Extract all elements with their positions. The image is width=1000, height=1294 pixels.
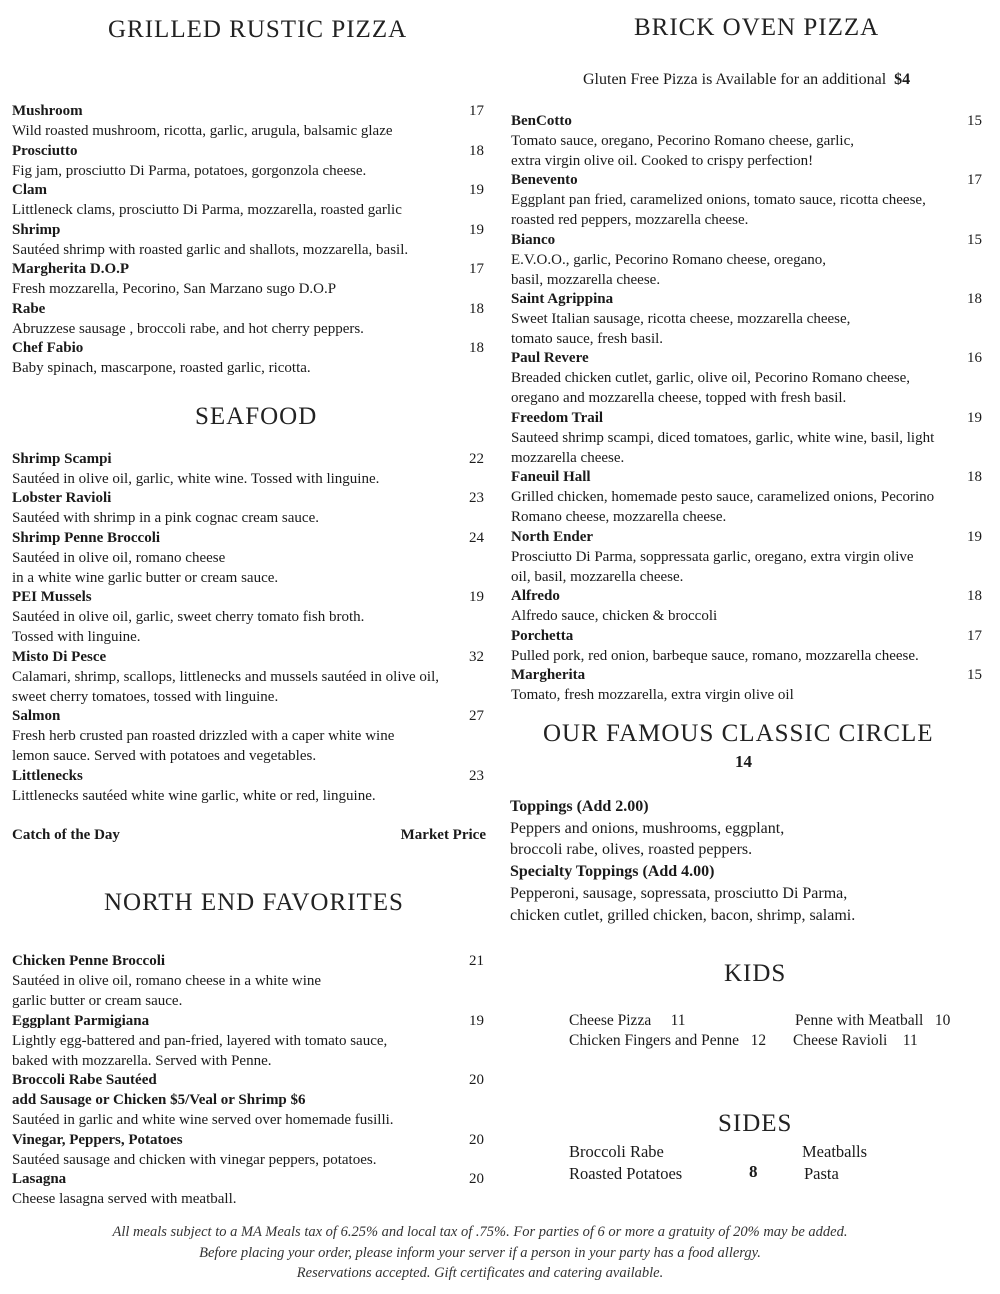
menu-item — [511, 409, 982, 468]
item-price: 18 — [469, 340, 484, 356]
menu-item — [511, 468, 982, 527]
item-price: 19 — [469, 182, 484, 198]
item-name: Clam — [12, 182, 47, 198]
item-desc: Alfredo sauce, chicken & broccoli — [511, 607, 718, 624]
item-desc: in a white wine garlic butter or cream sauce. — [12, 569, 279, 586]
item-name: Porchetta — [511, 628, 574, 644]
kids-item — [569, 1012, 686, 1030]
kids-item-price: 11 — [670, 1012, 686, 1029]
kids-item — [795, 1012, 950, 1030]
item-name: Alfredo — [511, 588, 560, 604]
item-name: Eggplant Parmigiana — [12, 1013, 150, 1029]
item-desc: oregano and mozzarella cheese, topped with fresh basil. — [511, 389, 847, 406]
item-desc: Breaded chicken cutlet, garlic, olive oil, Pecorino Romano cheese, — [511, 369, 911, 386]
menu-item — [511, 528, 982, 587]
sides-price: 8 — [749, 1162, 758, 1181]
item-price: 32 — [469, 649, 484, 665]
menu-item — [12, 1071, 484, 1130]
item-desc: Fresh mozzarella, Pecorino, San Marzano sugo D.O.P — [12, 280, 337, 297]
item-name: Shrimp Penne Broccoli — [12, 530, 161, 546]
item-desc: basil, mozzarella cheese. — [511, 271, 661, 288]
item-name: Saint Agrippina — [511, 291, 614, 307]
specialty-toppings-text: chicken cutlet, grilled chicken, bacon, shrimp, salami. — [510, 906, 856, 924]
item-price: 27 — [469, 708, 484, 724]
menu-item — [511, 587, 982, 627]
item-desc: Sautéed sausage and chicken with vinegar peppers, potatoes. — [12, 1151, 377, 1168]
item-desc: baked with mozzarella. Served with Penne. — [12, 1052, 272, 1069]
item-price: Market Price — [400, 827, 486, 843]
item-desc: oil, basil, mozzarella cheese. — [511, 568, 684, 585]
footer-allergy-note: Before placing your order, please inform your server if a person in your party has a food allergy. — [199, 1244, 761, 1261]
item-name: Bianco — [511, 232, 556, 248]
item-name: Chicken Penne Broccoli — [12, 953, 166, 969]
item-name: Margherita — [511, 667, 586, 683]
kids-item-name: Cheese Ravioli — [793, 1032, 888, 1049]
item-desc: extra virgin olive oil. Cooked to crispy perfection! — [511, 152, 814, 169]
item-name: Lobster Ravioli — [12, 490, 112, 506]
kids-item-name: Cheese Pizza — [569, 1012, 652, 1029]
gluten-free-price: $4 — [894, 71, 911, 88]
item-name: Broccoli Rabe Sautéed — [12, 1072, 157, 1088]
item-desc: Sautéed shrimp with roasted garlic and shallots, mozzarella, basil. — [12, 241, 409, 258]
item-desc: Tomato sauce, oregano, Pecorino Romano cheese, garlic, — [511, 132, 854, 149]
item-name: Prosciutto — [12, 143, 78, 159]
menu-item — [12, 952, 484, 1011]
item-name: Vinegar, Peppers, Potatoes — [12, 1132, 183, 1148]
menu-item — [12, 142, 484, 182]
item-desc: Fig jam, prosciutto Di Parma, potatoes, gorgonzola cheese. — [12, 162, 367, 179]
item-desc: Calamari, shrimp, scallops, littlenecks and mussels sautéed in olive oil, — [12, 668, 440, 685]
north-end-heading: NORTH END FAVORITES — [104, 889, 404, 916]
catch-of-the-day — [12, 826, 486, 846]
item-desc: Wild roasted mushroom, ricotta, garlic, arugula, balsamic glaze — [12, 122, 393, 139]
kids-item-price: 12 — [750, 1032, 767, 1049]
kids-item-name: Penne with Meatball — [795, 1012, 924, 1029]
item-addon: add Sausage or Chicken $5/Veal or Shrimp $6 — [12, 1091, 306, 1108]
menu-item — [12, 221, 484, 261]
item-price: 20 — [469, 1072, 484, 1088]
item-name: Mushroom — [12, 103, 83, 119]
item-price: 19 — [967, 529, 982, 545]
item-price: 18 — [469, 143, 484, 159]
item-desc: Eggplant pan fried, caramelized onions, tomato sauce, ricotta cheese, — [511, 191, 926, 208]
item-desc: Sautéed with shrimp in a pink cognac cream sauce. — [12, 509, 319, 526]
side-item: Broccoli Rabe — [569, 1142, 664, 1161]
item-price: 15 — [967, 667, 982, 683]
kids-item — [793, 1032, 918, 1050]
classic-heading: OUR FAMOUS CLASSIC CIRCLE — [543, 720, 934, 747]
item-price: 20 — [469, 1132, 484, 1148]
item-desc: Sautéed in olive oil, romano cheese — [12, 549, 226, 566]
item-price: 23 — [469, 768, 484, 784]
item-name: Shrimp — [12, 222, 61, 238]
footer-notes — [0, 1222, 960, 1284]
item-name: PEI Mussels — [12, 589, 92, 605]
menu-item — [12, 181, 484, 221]
item-name: North Ender — [511, 529, 594, 545]
item-name: BenCotto — [511, 113, 572, 129]
kids-item-price: 10 — [934, 1012, 951, 1029]
item-name: Catch of the Day — [12, 827, 120, 843]
item-price: 15 — [967, 113, 982, 129]
item-price: 24 — [469, 530, 484, 546]
item-desc: Romano cheese, mozzarella cheese. — [511, 508, 727, 525]
item-desc: E.V.O.O., garlic, Pecorino Romano cheese, oregano, — [511, 251, 827, 268]
sides-heading: SIDES — [718, 1110, 793, 1137]
side-item: Pasta — [804, 1164, 839, 1183]
item-price: 19 — [469, 1013, 484, 1029]
kids-heading: KIDS — [724, 960, 787, 987]
specialty-toppings-label: Specialty Toppings (Add 4.00) — [510, 863, 715, 881]
item-desc: Grilled chicken, homemade pesto sauce, caramelized onions, Pecorino — [511, 488, 935, 505]
item-desc: Littlenecks sautéed white wine garlic, white or red, linguine. — [12, 787, 376, 804]
item-name: Benevento — [511, 172, 578, 188]
item-price: 15 — [967, 232, 982, 248]
menu-item — [12, 102, 484, 142]
menu-item — [12, 450, 484, 490]
gluten-free-text: Gluten Free Pizza is Available for an additional — [583, 71, 887, 88]
item-price: 17 — [967, 628, 982, 644]
item-price: 19 — [967, 410, 982, 426]
item-price: 21 — [469, 953, 484, 969]
item-desc: roasted red peppers, mozzarella cheese. — [511, 211, 749, 228]
item-desc: Sauteed shrimp scampi, diced tomatoes, garlic, white wine, basil, light — [511, 429, 935, 446]
item-name: Misto Di Pesce — [12, 649, 107, 665]
menu-item — [12, 588, 484, 647]
menu-item — [12, 648, 484, 707]
item-price: 20 — [469, 1171, 484, 1187]
menu-item — [12, 339, 484, 379]
menu-item — [12, 707, 484, 766]
item-name: Shrimp Scampi — [12, 451, 112, 467]
menu-item — [12, 767, 484, 807]
item-desc: lemon sauce. Served with potatoes and vegetables. — [12, 747, 317, 764]
item-name: Margherita D.O.P — [12, 261, 130, 277]
specialty-toppings-text: Pepperoni, sausage, sopressata, prosciutto Di Parma, — [510, 884, 848, 902]
item-price: 18 — [967, 469, 982, 485]
item-price: 18 — [967, 291, 982, 307]
item-price: 22 — [469, 451, 484, 467]
item-name: Salmon — [12, 708, 61, 724]
side-item: Meatballs — [802, 1142, 868, 1161]
grilled-heading: GRILLED RUSTIC PIZZA — [108, 16, 408, 43]
item-desc: mozzarella cheese. — [511, 449, 625, 466]
item-name: Lasagna — [12, 1171, 67, 1187]
item-desc: Sweet Italian sausage, ricotta cheese, mozzarella cheese, — [511, 310, 851, 327]
menu-item — [12, 529, 484, 588]
kids-item-price: 11 — [902, 1032, 918, 1049]
classic-price: 14 — [735, 752, 752, 771]
item-desc: Cheese lasagna served with meatball. — [12, 1190, 237, 1207]
side-item: Roasted Potatoes — [569, 1164, 683, 1183]
item-price: 17 — [469, 261, 484, 277]
seafood-heading: SEAFOOD — [195, 403, 318, 430]
item-desc: Pulled pork, red onion, barbeque sauce, romano, mozzarella cheese. — [511, 647, 919, 664]
menu-item — [12, 1131, 484, 1171]
footer-reservations-note: Reservations accepted. Gift certificates and catering available. — [296, 1265, 664, 1281]
item-desc: Baby spinach, mascarpone, roasted garlic, ricotta. — [12, 359, 311, 376]
item-price: 16 — [967, 350, 982, 366]
item-price: 18 — [967, 588, 982, 604]
item-price: 17 — [469, 103, 484, 119]
item-desc: Sautéed in olive oil, garlic, sweet cherry tomato fish broth. — [12, 608, 365, 625]
toppings-text: Peppers and onions, mushrooms, eggplant, — [510, 819, 785, 837]
kids-item-name: Chicken Fingers and Penne — [569, 1032, 740, 1049]
kids-item — [569, 1032, 766, 1050]
item-desc: Tossed with linguine. — [12, 628, 141, 645]
item-name: Paul Revere — [511, 350, 589, 366]
menu-item — [511, 112, 982, 171]
menu-item — [12, 1170, 484, 1210]
item-name: Chef Fabio — [12, 340, 84, 356]
item-desc: Prosciutto Di Parma, soppressata garlic, oregano, extra virgin olive — [511, 548, 914, 565]
item-desc: Lightly egg-battered and pan-fried, layered with tomato sauce, — [12, 1032, 388, 1049]
menu-item — [511, 231, 982, 290]
gluten-free-note — [583, 71, 910, 89]
menu-item — [511, 666, 982, 706]
item-desc: tomato sauce, fresh basil. — [511, 330, 664, 347]
brick-heading: BRICK OVEN PIZZA — [634, 14, 880, 41]
menu-item — [12, 1012, 484, 1071]
menu-item — [12, 300, 484, 340]
toppings-block — [510, 796, 970, 926]
item-name: Faneuil Hall — [511, 469, 591, 485]
item-price: 19 — [469, 222, 484, 238]
menu-item — [12, 489, 484, 529]
item-desc: Abruzzese sausage , broccoli rabe, and hot cherry peppers. — [12, 320, 364, 337]
item-name: Freedom Trail — [511, 410, 604, 426]
menu-item — [511, 171, 982, 230]
menu-item — [511, 627, 982, 667]
item-name: Rabe — [12, 301, 46, 317]
menu-item — [12, 260, 484, 300]
menu-item — [511, 349, 982, 408]
menu-item — [511, 290, 982, 349]
toppings-text: broccoli rabe, olives, roasted peppers. — [510, 841, 753, 859]
item-desc: garlic butter or cream sauce. — [12, 992, 183, 1009]
item-desc: Littleneck clams, prosciutto Di Parma, mozzarella, roasted garlic — [12, 201, 402, 218]
item-name: Littlenecks — [12, 768, 83, 784]
item-desc: sweet cherry tomatoes, tossed with linguine. — [12, 688, 279, 705]
item-desc: Fresh herb crusted pan roasted drizzled with a caper white wine — [12, 727, 395, 744]
footer-tax-note: All meals subject to a MA Meals tax of 6.25% and local tax of .75%. For parties of 6 or more a gratuity of 20% may be added. — [112, 1224, 848, 1240]
item-price: 23 — [469, 490, 484, 506]
item-price: 17 — [967, 172, 982, 188]
toppings-label: Toppings (Add 2.00) — [510, 798, 649, 815]
item-desc: Sautéed in olive oil, garlic, white wine. Tossed with linguine. — [12, 470, 380, 487]
item-desc: Sautéed in garlic and white wine served over homemade fusilli. — [12, 1111, 394, 1128]
item-desc: Sautéed in olive oil, romano cheese in a white wine — [12, 972, 322, 989]
item-price: 18 — [469, 301, 484, 317]
item-desc: Tomato, fresh mozzarella, extra virgin olive oil — [511, 686, 794, 703]
item-price: 19 — [469, 589, 484, 605]
